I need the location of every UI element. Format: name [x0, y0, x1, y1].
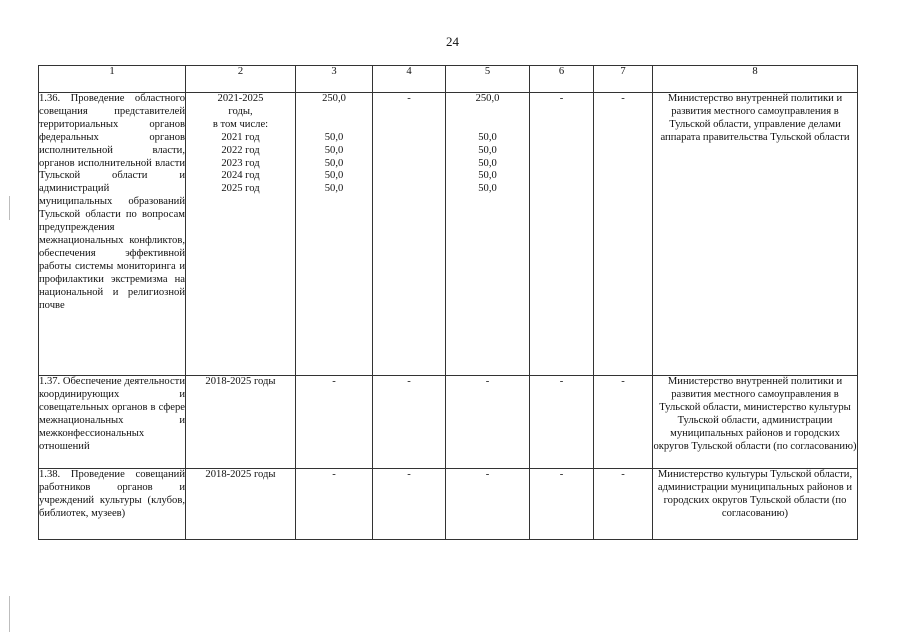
- table-row: [39, 469, 858, 540]
- funding-cell: [296, 93, 373, 376]
- period-line: 2025 год: [221, 183, 260, 195]
- table-row: [39, 93, 858, 376]
- table-row: [39, 376, 858, 469]
- funding-cell: -: [446, 376, 530, 469]
- period-line: 2021 год: [221, 131, 260, 143]
- funding-value: 50,0: [478, 131, 497, 143]
- measure-name: 1.36. Проведение областного совещания представителей территориальных органов федеральных органов исполнительной власти, органов исполнительной власти Тульской области и администраций муниципальных образований Тульской области по вопросам предупреждения межнациональных конфликтов, обеспечения эффективной работы системы мониторинга и профилактики экстремизма на национальной и религиозной почве: [39, 93, 186, 376]
- responsible-cell: Министерство внутренней политики и развития местного самоуправления в Тульской области, министерство культуры Тульской области, администрации муниципальных районов и городских округов Тульской области (по согласованию): [653, 376, 858, 469]
- funding-cell: -: [530, 93, 594, 376]
- period-cell: 2018-2025 годы: [186, 469, 296, 540]
- funding-value: 50,0: [324, 157, 344, 169]
- funding-cell: -: [373, 93, 446, 376]
- funding-cell: -: [296, 376, 373, 469]
- funding-value: 50,0: [324, 131, 344, 143]
- funding-cell: [446, 93, 530, 376]
- responsible-cell: Министерство культуры Тульской области, администрации муниципальных районов и городских округов Тульской области (по согласованию): [653, 469, 858, 540]
- column-header: 3: [296, 66, 373, 93]
- period-line: 2021-2025: [217, 93, 264, 104]
- responsible-cell: Министерство внутренней политики и развития местного самоуправления в Тульской области, управление делами аппарата правительства Тульской области: [653, 93, 858, 376]
- funding-cell: -: [530, 469, 594, 540]
- period-line: 2024 год: [221, 170, 260, 182]
- scan-margin-mark: [9, 596, 10, 632]
- funding-value: 250,0: [475, 93, 500, 104]
- page-number: 24: [446, 34, 459, 49]
- column-header: 6: [530, 66, 594, 93]
- funding-cell: -: [594, 469, 653, 540]
- funding-value: 250,0: [322, 93, 346, 104]
- funding-cell: -: [296, 469, 373, 540]
- period-cell: [186, 93, 296, 376]
- funding-cell: -: [594, 376, 653, 469]
- column-header: 5: [446, 66, 530, 93]
- funding-value: 50,0: [478, 144, 497, 156]
- funding-value: 50,0: [324, 144, 344, 156]
- measure-name: 1.38. Проведение совещаний работников органов и учреждений культуры (клубов, библиотек, музеев): [39, 469, 186, 540]
- funding-cell: -: [373, 469, 446, 540]
- period-line: в том числе:: [212, 118, 269, 130]
- funding-cell: -: [373, 376, 446, 469]
- period-line: 2022 год: [221, 144, 260, 156]
- column-header: 7: [594, 66, 653, 93]
- funding-value: 50,0: [478, 170, 497, 182]
- funding-value: 50,0: [478, 183, 497, 195]
- period-line: годы,: [228, 105, 253, 117]
- column-header: 8: [653, 66, 858, 93]
- period-line: 2023 год: [221, 157, 260, 169]
- funding-value: 50,0: [478, 157, 497, 169]
- column-header: 4: [373, 66, 446, 93]
- measure-name: 1.37. Обеспечение деятельности координирующих и совещательных органов в сфере межнациональных и межконфессиональных отношений: [39, 376, 186, 469]
- funding-value: 50,0: [324, 183, 344, 195]
- funding-cell: -: [594, 93, 653, 376]
- scan-margin-mark: [9, 196, 10, 220]
- column-header: 1: [39, 66, 186, 93]
- period-cell: 2018-2025 годы: [186, 376, 296, 469]
- funding-value: 50,0: [324, 170, 344, 182]
- table-header-row: [39, 66, 858, 93]
- funding-cell: -: [530, 376, 594, 469]
- funding-cell: -: [446, 469, 530, 540]
- column-header: 2: [186, 66, 296, 93]
- measures-table: [38, 65, 858, 540]
